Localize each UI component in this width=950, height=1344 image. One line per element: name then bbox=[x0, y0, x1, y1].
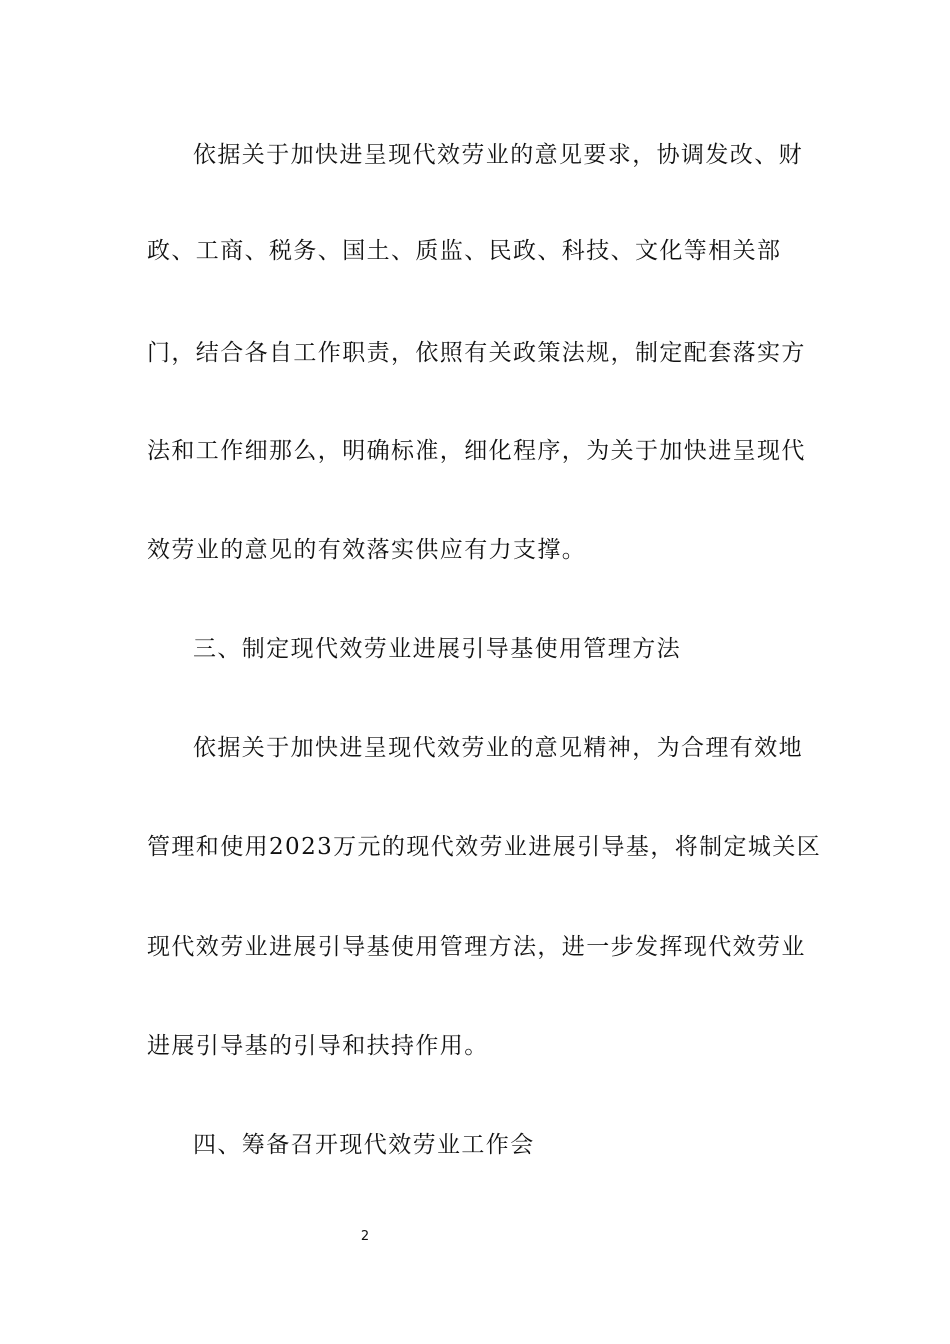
paragraph-line-4: 法和工作细那么，明确标准，细化程序，为关于加快进呈现代 bbox=[147, 438, 806, 464]
paragraph-line-1: 依据关于加快进呈现代效劳业的意见要求，协调发改、财 bbox=[193, 142, 803, 168]
paragraph-line-7: 管理和使用2023万元的现代效劳业进展引导基，将制定城关区 bbox=[147, 834, 822, 860]
paragraph-line-6: 依据关于加快进呈现代效劳业的意见精神，为合理有效地 bbox=[193, 735, 803, 761]
paragraph-line-3: 门，结合各自工作职责，依照有关政策法规，制定配套落实方 bbox=[147, 340, 806, 366]
paragraph-line-5: 效劳业的意见的有效落实供应有力支撑。 bbox=[147, 537, 587, 563]
paragraph-line-2: 政、工商、税务、国土、质监、民政、科技、文化等相关部 bbox=[147, 238, 782, 264]
page-number: 2 bbox=[360, 1229, 370, 1244]
paragraph-line-9: 进展引导基的引导和扶持作用。 bbox=[147, 1033, 489, 1059]
section-heading-4: 四、筹备召开现代效劳业工作会 bbox=[193, 1132, 535, 1158]
paragraph-line-8: 现代效劳业进展引导基使用管理方法，进一步发挥现代效劳业 bbox=[147, 934, 806, 960]
section-heading-3: 三、制定现代效劳业进展引导基使用管理方法 bbox=[193, 636, 681, 662]
